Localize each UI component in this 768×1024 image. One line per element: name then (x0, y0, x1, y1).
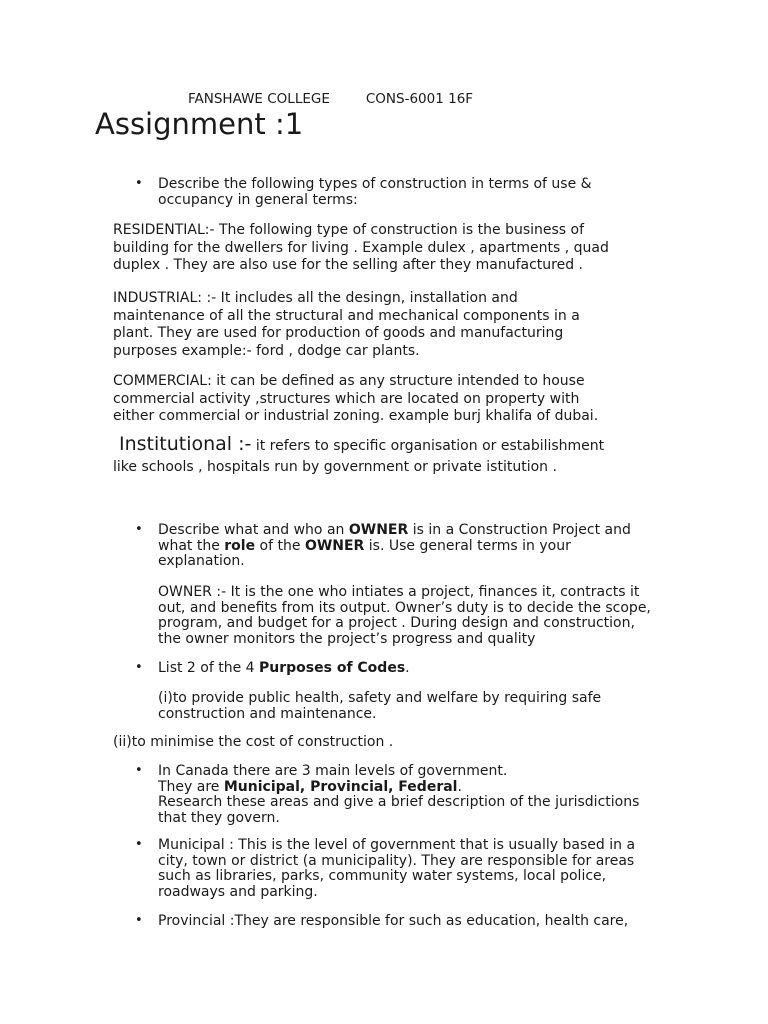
question-2-text: of the (255, 537, 305, 554)
commercial-line-2: commercial activity ,structures which are located on property with (113, 390, 580, 407)
residential-line-1: RESIDENTIAL:- The following type of construction is the business of (113, 222, 585, 238)
owner-line-1: OWNER :- It is the one who intiates a project, finances it, contracts it (158, 584, 640, 600)
question-2-text: what the (158, 537, 225, 554)
codes-answer-i (158, 691, 601, 722)
owner-line-2: out, and benefits from its output. Owner’s duty is to decide the scope, (158, 599, 651, 616)
owner-answer (158, 585, 651, 647)
question-1-line-1: Describe the following types of construction in terms of use & (158, 176, 592, 192)
residential-line-3: duplex . They are also use for the selling after they manufactured . (113, 257, 583, 274)
question-3-text: . (405, 660, 410, 676)
bullet-q2: • (135, 522, 143, 537)
bullet-q4: • (135, 763, 143, 778)
course-code: CONS-6001 16F (365, 91, 474, 107)
owner-emphasis: OWNER (348, 522, 409, 538)
role-emphasis: role (224, 537, 256, 554)
residential-paragraph (113, 222, 609, 275)
commercial-line-1: COMMERCIAL: it can be defined as any structure intended to house (113, 373, 585, 389)
question-4-line-2 (158, 780, 639, 796)
industrial-line-3: plant. They are used for production of goods and manufacturing (113, 325, 564, 342)
question-2-line-1 (158, 523, 631, 539)
question-2-text: Describe what and who an (158, 522, 349, 538)
question-4 (158, 764, 639, 826)
municipal-line-2: city, town or district (a municipality). They are responsible for areas (158, 852, 635, 869)
codes-i-line-2: construction and maintenance. (158, 705, 377, 722)
question-1 (158, 177, 592, 208)
provincial-line-1: Provincial :They are responsible for such as education, health care, (158, 913, 629, 929)
question-3 (158, 661, 410, 677)
institutional-line-1 (113, 433, 604, 455)
question-4-line-1: In Canada there are 3 main levels of government. (158, 763, 508, 779)
bullet-provincial: • (135, 913, 143, 928)
commercial-line-3: either commercial or industrial zoning. example burj khalifa of dubai. (113, 408, 599, 425)
industrial-line-4: purposes example:- ford , dodge car plants. (113, 342, 420, 359)
question-2-line-2 (158, 539, 631, 555)
purposes-of-codes-emphasis: Purposes of Codes (259, 660, 406, 676)
commercial-paragraph (113, 373, 598, 426)
question-1-line-2: occupancy in general terms: (158, 191, 358, 208)
question-4-line-3: Research these areas and give a brief description of the jurisdictions (158, 794, 640, 811)
industrial-line-1: INDUSTRIAL: :- It includes all the desingn, installation and (113, 290, 518, 306)
question-2-line-3: explanation. (158, 553, 245, 570)
municipal-line-1: Municipal : This is the level of government that is usually based in a (158, 837, 636, 853)
page-title: Assignment :1 (95, 107, 304, 141)
bullet-municipal: • (135, 837, 143, 852)
industrial-paragraph (113, 290, 580, 360)
owner-line-3: program, and budget for a project . During design and construction, (158, 615, 635, 632)
institutional-definition: it refers to specific organisation or estabilishment (251, 438, 605, 454)
college-name: FANSHAWE COLLEGE (188, 91, 330, 107)
provincial-answer (158, 914, 628, 930)
owner-line-4: the owner monitors the project’s progress and quality (158, 630, 536, 647)
question-2-text: is. Use general terms in your (364, 537, 571, 554)
municipal-answer (158, 838, 635, 900)
question-4-text: They are (158, 778, 224, 795)
question-2 (158, 523, 631, 570)
government-levels-emphasis: Municipal, Provincial, Federal (223, 778, 458, 795)
question-2-text: is in a Construction Project and (408, 522, 631, 538)
municipal-line-3: such as libraries, parks, community water systems, local police, (158, 868, 607, 885)
institutional-label: Institutional :- (119, 433, 252, 455)
owner-emphasis: OWNER (304, 537, 365, 554)
institutional-line-2: like schools , hospitals run by government or private istitution . (113, 459, 557, 475)
bullet-q1: • (135, 176, 143, 191)
residential-line-2: building for the dwellers for living . Example dulex , apartments , quad (113, 239, 609, 256)
codes-answer-ii: (ii)to minimise the cost of construction . (113, 734, 394, 750)
question-3-text: List 2 of the 4 (158, 660, 260, 676)
municipal-line-4: roadways and parking. (158, 883, 318, 900)
question-4-line-4: that they govern. (158, 809, 280, 826)
bullet-q3: • (135, 660, 143, 675)
codes-i-line-1: (i)to provide public health, safety and welfare by requiring safe (158, 690, 602, 706)
industrial-line-2: maintenance of all the structural and mechanical components in a (113, 307, 580, 324)
question-4-text: . (457, 778, 462, 795)
